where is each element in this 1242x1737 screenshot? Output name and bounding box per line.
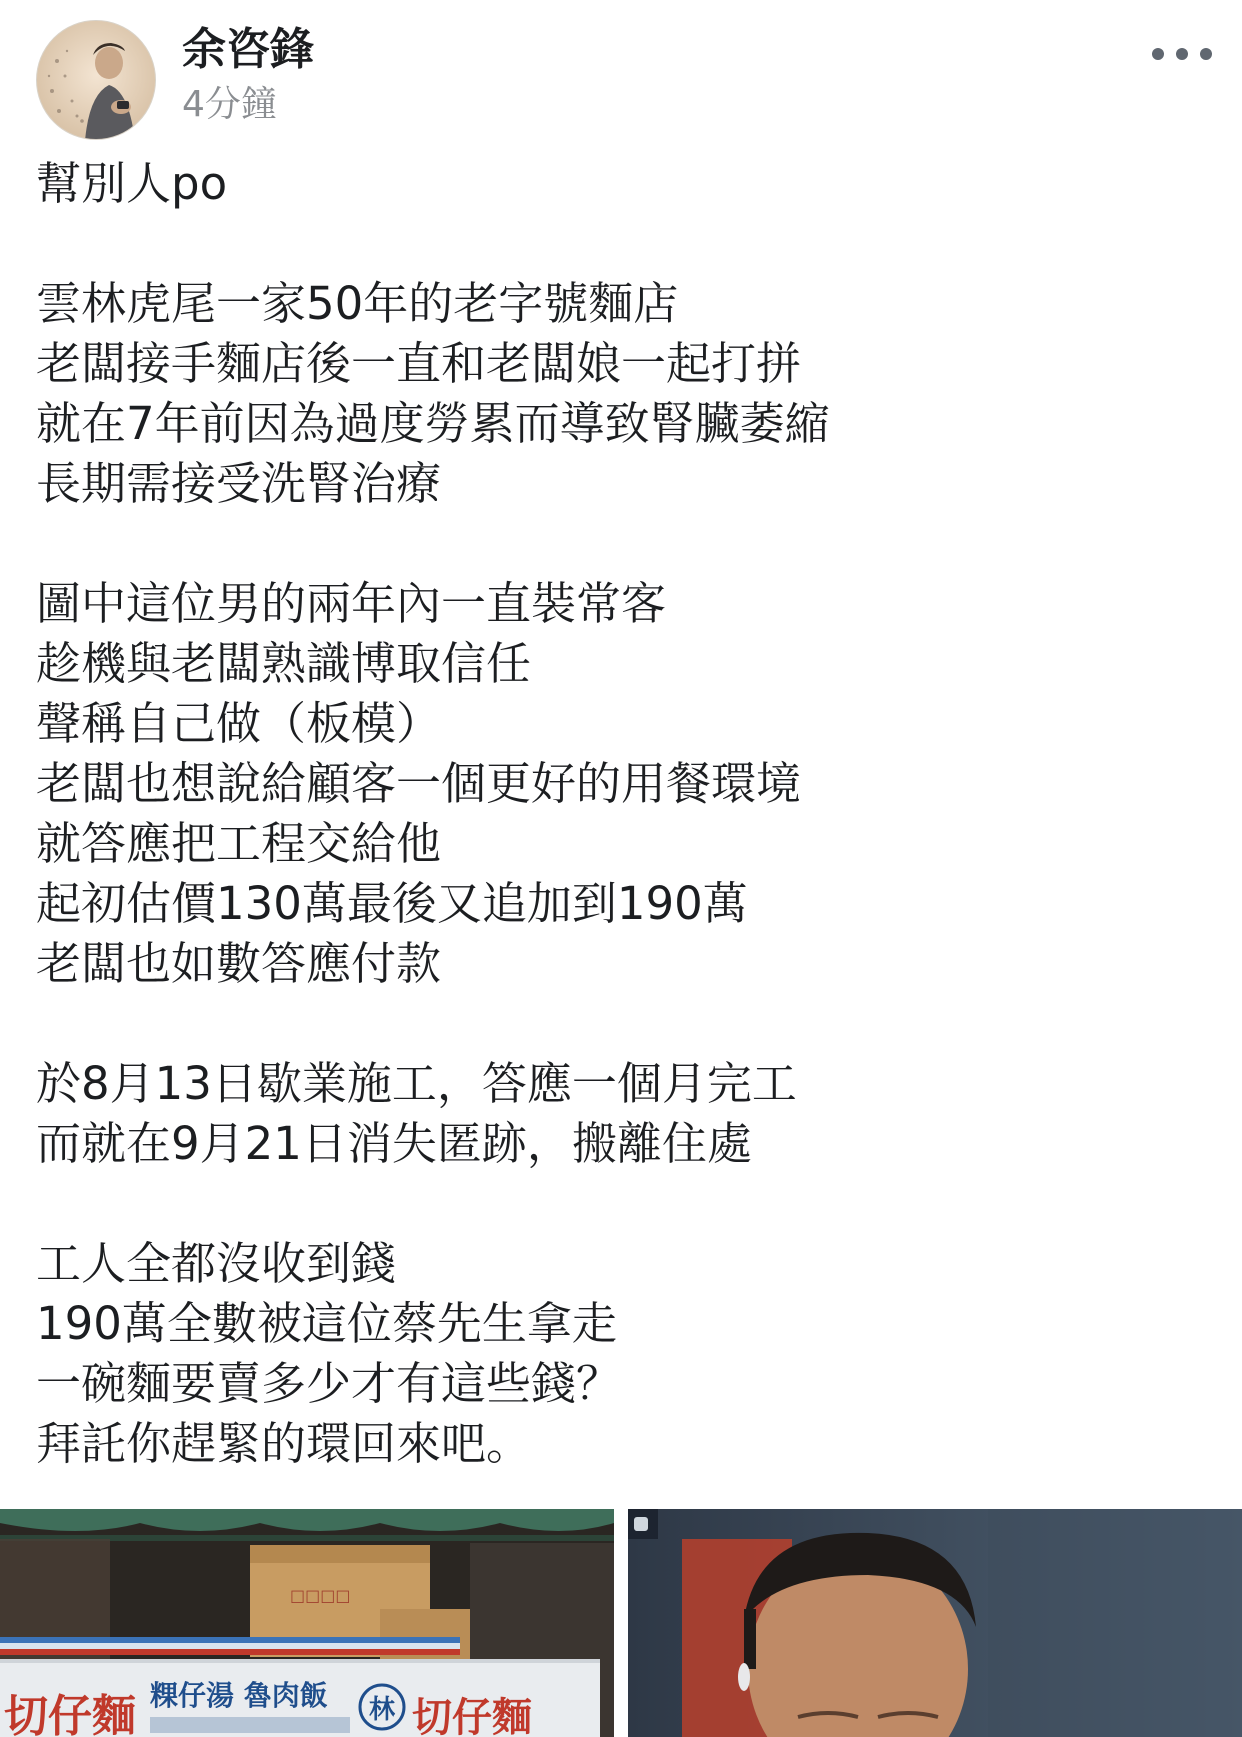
post-line [36, 1174, 1216, 1234]
sign-text: 切仔麵 [4, 1691, 136, 1737]
post-line [36, 214, 1216, 274]
post-line: 而就在9月21日消失匿跡，搬離住處 [36, 1117, 752, 1170]
post-photos [0, 1509, 1242, 1737]
post-line: 老闆接手麵店後一直和老闆娘一起打拼 [36, 337, 802, 390]
sign-text: 粿仔湯 魯肉飯 [150, 1679, 328, 1712]
post-line: 起初估價130萬最後又追加到190萬 [36, 877, 748, 930]
sign-text: 切仔麵 [412, 1695, 532, 1737]
author-name[interactable]: 余咨鋒 [182, 24, 314, 75]
post-line: 就在7年前因為過度勞累而導致腎臟萎縮 [36, 397, 830, 450]
svg-text:□□□□: □□□□ [290, 1586, 351, 1605]
storefront-image [0, 1509, 614, 1737]
post-line: 幫別人po [36, 157, 228, 210]
post-line: 於8月13日歇業施工，答應一個月完工 [36, 1057, 797, 1110]
post-line: 雲林虎尾一家50年的老字號麵店 [36, 277, 679, 330]
more-dot-3 [1200, 48, 1212, 60]
man-face-photo[interactable] [628, 1509, 1242, 1737]
user-avatar-photo-icon [37, 21, 156, 140]
man-face-image [628, 1509, 1242, 1737]
post-line: 190萬全數被這位蔡先生拿走 [36, 1297, 617, 1350]
more-dot-2 [1176, 48, 1188, 60]
post-line: 拜託你趕緊的環回來吧。 [36, 1417, 532, 1470]
post-line: 一碗麵要賣多少才有這些錢？ [36, 1357, 622, 1410]
sign-text: 林 [369, 1695, 396, 1725]
post-line: 圖中這位男的兩年內一直裝常客 [36, 577, 667, 630]
post-header [0, 0, 1242, 150]
post-timestamp[interactable]: 4分鐘 [182, 84, 277, 125]
post-line: 趁機與老闆熟識博取信任 [36, 637, 532, 690]
post-line: 就答應把工程交給他 [36, 817, 442, 870]
author-avatar[interactable] [36, 20, 156, 140]
post-line [36, 514, 1216, 574]
more-options-icon[interactable] [1152, 36, 1212, 72]
post-line: 聲稱自己做（板模） [36, 697, 442, 750]
post-line: 工人全都沒收到錢 [36, 1237, 397, 1290]
post-text [36, 154, 1216, 1474]
post-line [36, 994, 1216, 1054]
post-line: 老闆也如數答應付款 [36, 937, 442, 990]
more-dot-1 [1152, 48, 1164, 60]
post-line: 老闆也想說給顧客一個更好的用餐環境 [36, 757, 802, 810]
post-line: 長期需接受洗腎治療 [36, 457, 442, 510]
shop-storefront-photo[interactable] [0, 1509, 614, 1737]
